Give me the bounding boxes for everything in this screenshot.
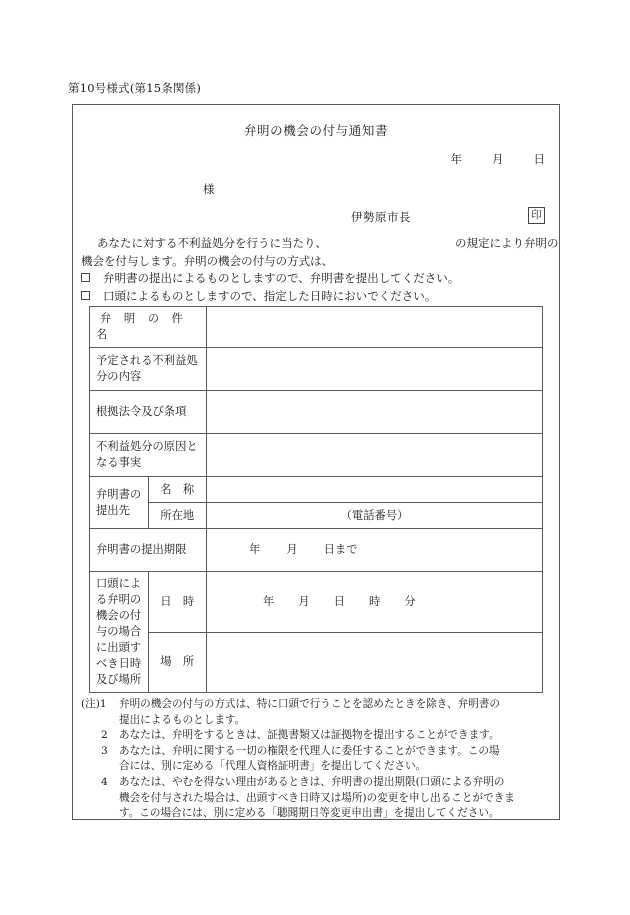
note-2-line-1: あなたは、弁明をするときは、証拠書類又は証拠物を提出することができます。 bbox=[119, 729, 500, 742]
page-title: 弁明の機会の付与通知書 bbox=[243, 123, 389, 138]
note-marker-3: 3 bbox=[101, 744, 108, 757]
table-row bbox=[90, 477, 543, 503]
body-line-1a: あなたに対する不利益処分を行うに当たり、 bbox=[97, 236, 327, 250]
note-body-4 bbox=[119, 775, 549, 822]
note-body-3 bbox=[119, 744, 549, 775]
phone-number-hint: （電話番号） bbox=[340, 508, 409, 522]
note-body-2 bbox=[119, 728, 549, 744]
row-value-subject[interactable] bbox=[207, 307, 543, 348]
table-row bbox=[90, 503, 543, 529]
notes-section bbox=[81, 697, 549, 822]
note-item-4 bbox=[81, 775, 549, 822]
sub-label-place: 場 所 bbox=[148, 632, 207, 693]
sub-label-name: 名 称 bbox=[148, 477, 207, 503]
row-value-oral-datetime[interactable] bbox=[207, 572, 543, 633]
row-label-submit-to: 弁明書の提出先 bbox=[96, 487, 142, 517]
row-value-cause-facts[interactable] bbox=[207, 434, 543, 477]
note-4-line-3: す。この場合には、別に定める「聴聞期日等変更申出書」を提出してください。 bbox=[119, 807, 500, 820]
note-body-1 bbox=[119, 697, 549, 728]
note-marker-1: (注)1 bbox=[81, 698, 107, 710]
note-marker-2: 2 bbox=[101, 729, 108, 742]
issuer-name: 伊勢原市長 bbox=[351, 210, 411, 224]
choice-oral-label: 口頭によるものとしますので、指定した日時においでください。 bbox=[103, 288, 437, 303]
table-row bbox=[90, 572, 543, 633]
row-value-submit-name[interactable] bbox=[207, 477, 543, 503]
row-value-deadline[interactable] bbox=[207, 529, 543, 572]
deadline-year-label: 年 bbox=[249, 543, 261, 556]
row-label-cause-facts: 不利益処分の原因となる事実 bbox=[96, 440, 198, 469]
note-4-line-2: 機会を付与された場合は、出頭すべき日時又は場所)の変更を申し出ることができま bbox=[119, 791, 515, 804]
table-row bbox=[90, 348, 543, 391]
choice-written-label: 弁明書の提出によるものとしますので、弁明書を提出してください。 bbox=[103, 271, 460, 285]
body-line-1 bbox=[81, 235, 559, 253]
row-label-deadline: 弁明書の提出期限 bbox=[96, 543, 187, 556]
note-marker-4: 4 bbox=[101, 775, 108, 788]
date-day-label: 日 bbox=[533, 152, 545, 166]
row-value-submit-address[interactable] bbox=[207, 503, 543, 529]
note-3-line-1: あなたは、弁明に関する一切の権限を代理人に委任することができます。この場 bbox=[119, 744, 500, 757]
table-row bbox=[90, 632, 543, 693]
note-1-line-1: 弁明の機会の付与の方式は、特に口頭で行うことを認めたときを除き、弁明書の bbox=[119, 698, 500, 710]
note-4-line-1: あなたは、やむを得ない理由があるときは、弁明書の提出期限(口頭による弁明の bbox=[119, 775, 505, 788]
sub-label-datetime: 日 時 bbox=[148, 572, 207, 633]
date-month-label: 月 bbox=[492, 152, 504, 166]
note-item-3 bbox=[81, 744, 549, 775]
row-value-oral-place[interactable] bbox=[207, 632, 543, 693]
issuer-row bbox=[73, 209, 545, 227]
checkbox-written-icon[interactable] bbox=[81, 273, 90, 282]
row-value-disposition-content[interactable] bbox=[207, 348, 543, 391]
table-row bbox=[90, 529, 543, 572]
row-label-disposition-content: 予定される不利益処分の内容 bbox=[96, 354, 198, 383]
deadline-date-line bbox=[213, 543, 358, 556]
choice-option-oral[interactable] bbox=[81, 288, 549, 306]
oral-datetime-line bbox=[213, 595, 416, 608]
oral-hour-label: 時 bbox=[368, 594, 381, 608]
note-item-1 bbox=[81, 697, 549, 728]
checkbox-oral-icon[interactable] bbox=[81, 291, 90, 300]
note-1-line-2: 提出によるものとします。 bbox=[119, 713, 246, 726]
note-3-line-2: 合には、別に定める「代理人資格証明書」を提出してください。 bbox=[119, 760, 427, 773]
oral-minute-label: 分 bbox=[404, 594, 416, 608]
deadline-day-label: 日まで bbox=[323, 543, 358, 556]
seal-stamp-icon: 印 bbox=[528, 207, 545, 224]
note-item-2 bbox=[81, 728, 549, 744]
body-line-1b: の規定により弁明の bbox=[455, 236, 559, 250]
table-row bbox=[90, 307, 543, 348]
row-value-legal-basis[interactable] bbox=[207, 391, 543, 434]
body-line-2: 機会を付与します。弁明の機会の付与の方式は、 bbox=[81, 253, 334, 268]
oral-month-label: 月 bbox=[298, 594, 310, 608]
oral-day-label: 日 bbox=[333, 594, 345, 608]
form-number: 第10号様式(第15条関係) bbox=[68, 81, 202, 95]
deadline-month-label: 月 bbox=[286, 543, 298, 556]
body-paragraph bbox=[81, 235, 559, 305]
statement-details-table bbox=[89, 306, 543, 693]
oral-year-label: 年 bbox=[263, 594, 275, 608]
issue-date-line bbox=[451, 151, 546, 167]
table-row bbox=[90, 434, 543, 477]
addressee-suffix: 様 bbox=[203, 182, 215, 196]
row-label-subject: 弁 明 の 件 名 bbox=[96, 312, 188, 341]
sub-label-address: 所在地 bbox=[148, 503, 207, 529]
date-year-label: 年 bbox=[450, 152, 462, 166]
table-row bbox=[90, 391, 543, 434]
choice-option-written[interactable] bbox=[81, 270, 549, 288]
document-page-frame bbox=[72, 104, 560, 820]
row-label-oral-appearance: 口頭による弁明の機会の付与の場合に出頭すべき日時及び場所 bbox=[96, 577, 142, 686]
row-label-legal-basis: 根拠法令及び条項 bbox=[96, 405, 187, 418]
